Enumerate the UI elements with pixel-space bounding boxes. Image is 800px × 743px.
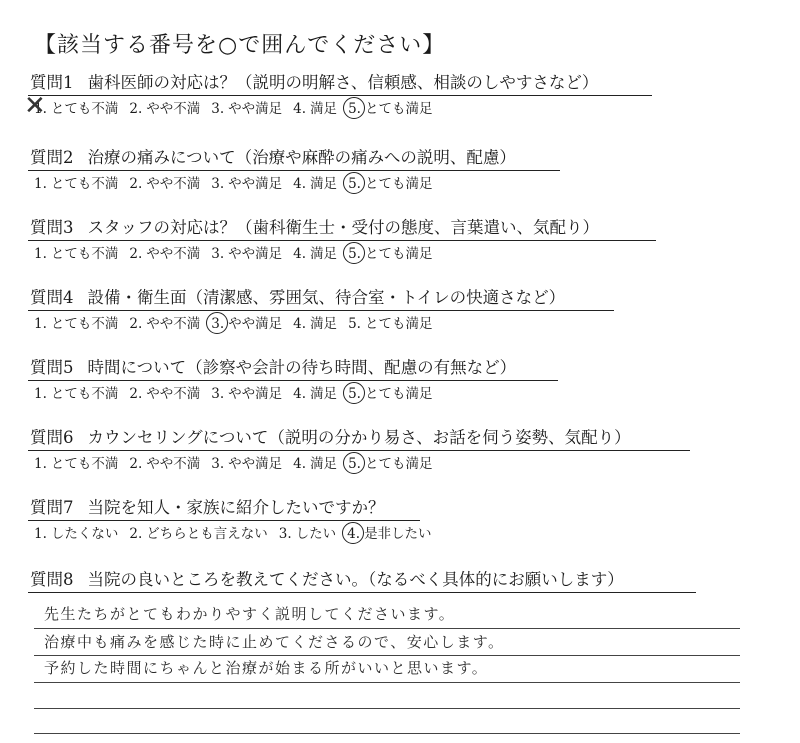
question-heading <box>30 288 565 308</box>
answer-text: 治療中も痛みを感じた時に止めてくださるので、安心します。 <box>44 633 505 651</box>
option-label: とても不満 <box>50 101 119 117</box>
option-number: 2. <box>129 316 143 332</box>
option-number: 4. <box>293 101 307 117</box>
rating-option[interactable] <box>129 175 200 193</box>
rating-options <box>34 525 443 543</box>
rating-options <box>34 455 443 473</box>
option-label: とても満足 <box>364 246 433 262</box>
rating-option[interactable] <box>34 455 118 473</box>
circled-option-number: 5. <box>348 101 361 117</box>
option-label: とても不満 <box>50 246 119 262</box>
question-heading <box>30 73 598 93</box>
circled-option-number: 5. <box>348 386 361 402</box>
question-number: 質問7 <box>30 498 74 517</box>
option-number: 2. <box>129 176 143 192</box>
answer-line <box>34 655 740 656</box>
option-number: 2. <box>129 386 143 402</box>
option-label: とても不満 <box>50 176 119 192</box>
question-text: スタッフの対応は？（歯科衛生士・受付の態度、言葉遣い、気配り） <box>87 218 599 237</box>
option-label: 満足 <box>310 456 338 472</box>
option-number: 4. <box>293 316 307 332</box>
option-label: どちらとも言えない <box>146 526 268 542</box>
rating-option[interactable] <box>348 455 432 473</box>
answer-line <box>34 708 740 709</box>
option-label: とても不満 <box>50 456 119 472</box>
rating-option[interactable] <box>293 245 337 263</box>
rating-option[interactable] <box>129 385 200 403</box>
option-number: 2. <box>129 456 143 472</box>
question-number: 質問4 <box>30 288 74 307</box>
question-text: 治療の痛みについて（治療や麻酔の痛みへの説明、配慮） <box>87 148 516 167</box>
option-label: やや満足 <box>228 101 283 117</box>
circled-option-number: 4. <box>347 526 361 542</box>
rating-option[interactable] <box>34 385 118 403</box>
circled-option-number: 5. <box>348 176 361 192</box>
option-label: やや不満 <box>146 386 201 402</box>
option-label: やや不満 <box>146 316 201 332</box>
option-label: やや不満 <box>146 246 201 262</box>
answer-line <box>34 628 740 629</box>
option-label: 満足 <box>310 176 338 192</box>
form-title: 【該当する番号を○で囲んでください】 <box>34 33 446 58</box>
rating-option[interactable] <box>348 245 432 263</box>
question-text: 設備・衛生面（清潔感、雰囲気、待合室・トイレの快適さなど） <box>87 288 566 307</box>
question-underline <box>28 240 656 241</box>
rating-option[interactable] <box>348 100 432 118</box>
option-number: 1. <box>34 176 47 192</box>
option-number: 2. <box>129 526 143 542</box>
question-heading <box>30 498 385 518</box>
rating-option[interactable] <box>129 315 200 333</box>
answer-line <box>34 682 740 683</box>
question-underline <box>28 592 696 593</box>
rating-option[interactable] <box>211 175 282 193</box>
circled-option-number: 5. <box>348 246 361 262</box>
rating-option[interactable] <box>347 525 431 543</box>
rating-option[interactable] <box>34 175 118 193</box>
rating-option[interactable] <box>129 525 267 543</box>
rating-option[interactable] <box>211 385 282 403</box>
option-number: 4. <box>293 386 307 402</box>
rating-options <box>34 175 443 193</box>
question-heading <box>30 428 631 448</box>
option-label: したい <box>295 526 337 542</box>
question-number: 質問5 <box>30 358 74 377</box>
option-number: 1. <box>34 386 47 402</box>
option-label: やや満足 <box>228 386 283 402</box>
option-number: 3. <box>278 526 292 542</box>
option-label: やや不満 <box>146 176 201 192</box>
option-label: とても満足 <box>364 456 433 472</box>
option-number: 3. <box>211 246 225 262</box>
answer-line <box>34 733 740 734</box>
option-number: 3. <box>211 456 225 472</box>
option-number: 4. <box>293 176 307 192</box>
question-text: カウンセリングについて（説明の分かり易さ、お話を伺う姿勢、気配り） <box>87 428 631 447</box>
option-number: 2. <box>129 246 143 262</box>
rating-options <box>34 385 443 403</box>
rating-option[interactable] <box>348 315 432 333</box>
option-label: やや満足 <box>228 456 283 472</box>
rating-options <box>34 245 443 263</box>
rating-options <box>34 100 443 118</box>
answer-text: 先生たちがとてもわかりやすく説明してくださいます。 <box>44 605 456 623</box>
rating-option[interactable] <box>34 245 118 263</box>
option-label: とても満足 <box>364 386 433 402</box>
question-heading <box>30 218 599 238</box>
question-heading <box>30 570 624 590</box>
option-number: 3. <box>211 101 225 117</box>
question-underline <box>28 380 558 381</box>
rating-option[interactable] <box>348 175 432 193</box>
rating-option[interactable] <box>211 315 282 333</box>
answer-text: 予約した時間にちゃんと治療が始まる所がいいと思います。 <box>44 659 489 677</box>
rating-option[interactable] <box>129 100 200 118</box>
option-number: 1. <box>34 526 47 542</box>
rating-option[interactable] <box>293 315 337 333</box>
option-number: 1. ✕ <box>34 100 47 118</box>
option-number: 3. <box>211 386 225 402</box>
question-number: 質問6 <box>30 428 74 447</box>
rating-option[interactable] <box>129 245 200 263</box>
option-label: やや不満 <box>146 456 201 472</box>
rating-option[interactable] <box>129 455 200 473</box>
question-text: 時間について（診察や会計の待ち時間、配慮の有無など） <box>87 358 517 377</box>
option-label: とても満足 <box>364 101 433 117</box>
option-label: とても不満 <box>50 386 119 402</box>
option-label: 満足 <box>310 316 338 332</box>
question-number: 質問3 <box>30 218 74 237</box>
option-label: やや満足 <box>228 246 283 262</box>
rating-option[interactable] <box>211 245 282 263</box>
option-label: とても満足 <box>364 176 433 192</box>
option-number: 1. <box>34 246 47 262</box>
question-underline <box>28 95 652 96</box>
question-underline <box>28 310 614 311</box>
option-number: 1. <box>34 316 47 332</box>
question-number: 質問1 <box>30 73 74 92</box>
option-number: 4. <box>293 246 307 262</box>
question-text: 当院の良いところを教えてください。（なるべく具体的にお願いします） <box>87 570 624 589</box>
question-number: 質問8 <box>30 570 74 589</box>
question-underline <box>28 450 690 451</box>
circled-option-number: 5. <box>348 456 361 472</box>
question-underline <box>28 170 560 171</box>
option-label: とても満足 <box>364 316 433 332</box>
rating-option[interactable] <box>293 455 337 473</box>
question-number: 質問2 <box>30 148 74 167</box>
option-label: やや不満 <box>146 101 201 117</box>
rating-option[interactable] <box>211 455 282 473</box>
option-label: やや満足 <box>228 316 283 332</box>
rating-option[interactable] <box>34 100 118 118</box>
option-label: 満足 <box>310 101 338 117</box>
rating-option[interactable] <box>211 100 282 118</box>
question-text: 歯科医師の対応は？（説明の明解さ、信頼感、相談のしやすさなど） <box>87 73 599 92</box>
question-underline <box>28 520 420 521</box>
option-label: とても不満 <box>50 316 119 332</box>
option-number: 4. <box>293 456 307 472</box>
rating-option[interactable] <box>348 385 432 403</box>
option-label: 満足 <box>310 386 338 402</box>
rating-option[interactable] <box>34 315 118 333</box>
rating-options <box>34 315 443 333</box>
rating-option[interactable] <box>279 525 336 543</box>
question-heading <box>30 148 516 168</box>
option-label: やや満足 <box>228 176 283 192</box>
rating-option[interactable] <box>293 175 337 193</box>
option-number: 5. <box>348 316 361 332</box>
option-label: したくない <box>50 526 119 542</box>
rating-option[interactable] <box>293 100 337 118</box>
option-number: 1. <box>34 456 47 472</box>
question-heading <box>30 358 516 378</box>
option-label: 満足 <box>310 246 338 262</box>
option-number: 2. <box>129 101 143 117</box>
question-text: 当院を知人・家族に紹介したいですか？ <box>87 498 385 517</box>
rating-option[interactable] <box>293 385 337 403</box>
option-number: 3. <box>211 176 225 192</box>
option-label: 是非したい <box>364 526 432 542</box>
circled-option-number: 3. <box>211 316 225 332</box>
rating-option[interactable] <box>34 525 118 543</box>
